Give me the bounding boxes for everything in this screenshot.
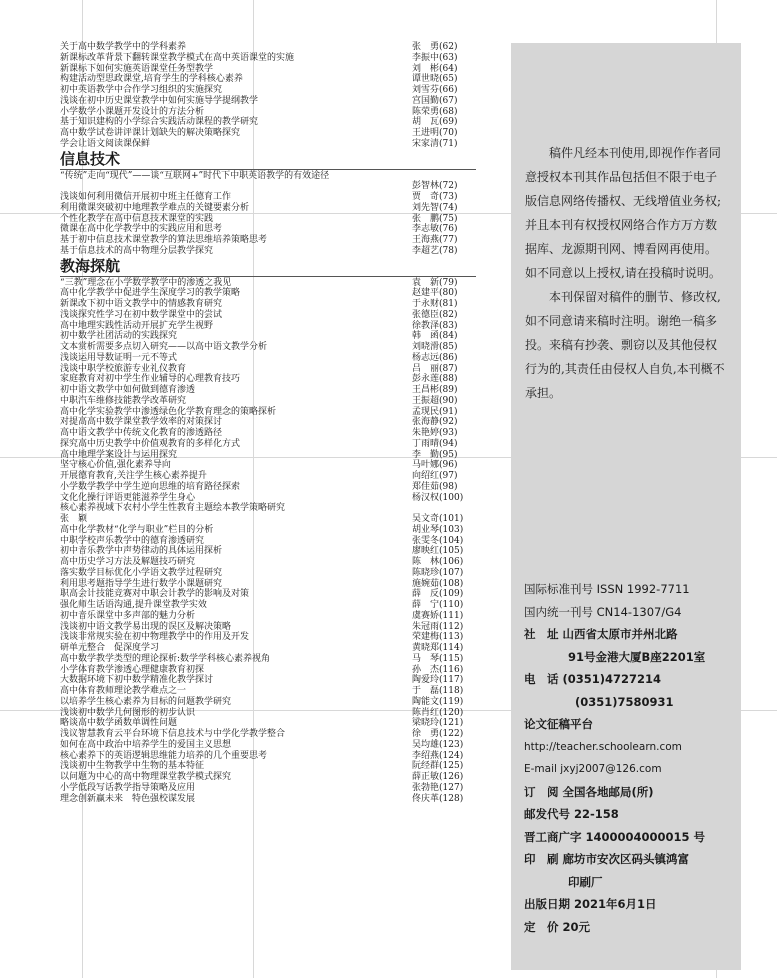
article-title: 研单元整合 促深度学习 [60,643,160,653]
toc-entry [60,568,476,579]
toc-entry [60,407,476,418]
article-author-page: 薛正敏(126) [412,772,464,782]
article-author-page: 于永财(81) [412,299,458,309]
toc-entry [60,214,476,225]
toc-entry [60,74,476,85]
toc-entry [60,525,476,536]
price: 定 价 20元 [524,919,591,934]
toc-entry [60,139,476,150]
article-author-page: 刘雪芬(66) [412,85,458,95]
toc-entry [60,299,476,310]
toc-entry [60,471,476,482]
toc-entry [60,331,476,342]
subscription: 订 阅 全国各地邮局(所) [524,784,654,799]
article-title: 小学数学小课题开发设计的方法分析 [60,106,205,117]
article-author-page: 虞赛娇(111) [412,610,464,621]
article-title: 构建活动型思政课堂,培育学生的学科核心素养 [60,74,243,85]
toc-entry [60,171,476,182]
article-title: “传统”走向“现代”——谈“互联网+”时代下中职英语教学的有效途径 [60,170,330,181]
toc-entry [60,203,476,214]
article-title: 浅谈初中语文教学易出现的误区及解决策略 [60,621,232,632]
toc-entry [60,396,476,407]
article-author-page: 陶爱玲(117) [412,675,464,686]
cn-number: 国内统一刊号 CN14-1307/G4 [524,604,682,619]
article-author-page: 吕 丽(87) [412,363,458,374]
article-title: 新课标改革背景下翻转课堂教学模式在高中英语课堂的实施 [60,52,295,63]
toc-entry [60,665,476,676]
article-author-page: 杨汉权(100) [412,492,464,503]
article-title: 文化化操行评语更能滋养学生身心 [60,492,196,503]
article-author-page: 于 磊(118) [412,686,464,696]
article-author-page: 陈晓珍(107) [412,567,464,578]
article-author-page: 朱冠雨(112) [412,621,464,632]
article-title: 略谈高中数学函数单调性问题 [60,718,178,729]
article-author-page: 薛 宁(110) [412,600,464,610]
article-author-page: 徐教泽(83) [412,320,458,331]
toc-entry [60,117,476,128]
article-author-page: 李 勤(95) [412,449,458,460]
email[interactable]: E-mail jxyj2007@126.com [524,763,662,775]
article-title: 浅谈非常规实验在初中物理教学中的作用及开发 [60,632,250,643]
article-title: 利用思考题指导学生进行数学小课题研究 [60,578,223,589]
article-title: 高中地理学案设计与运用探究 [60,449,178,460]
article-title: 小学体育教学渗透心理健康教育初探 [60,664,205,675]
toc-entry [60,417,476,428]
article-author-page: 朱艳婷(93) [412,428,458,438]
article-title: 核心素养视域下农村小学生性教育主题绘本教学策略研究 [60,503,286,514]
article-author-page: 袁 新(79) [412,277,458,288]
article-title: 落实数学目标优化小学语文教学过程研究 [60,567,223,578]
article-title: 初中音乐课堂中多声部的魅力分析 [60,610,196,621]
toc-entry [60,794,476,805]
article-author-page: 韩 函(84) [412,331,458,342]
article-author-page: 李超艺(78) [412,245,458,256]
toc-entry [60,107,476,118]
article-title: 中职学校声乐教学中的德育渗透研究 [60,535,205,546]
article-author-page: 王振超(90) [412,395,458,406]
toc-entry [60,64,476,75]
toc-entry [60,761,476,772]
copyright-notice [525,141,725,405]
article-author-page: 张 勇(62) [412,42,458,52]
article-author-page: 张 鹏(75) [412,213,458,224]
toc-entry [60,589,476,600]
article-title: 浅谈探究性学习在初中数学课堂中的尝试 [60,309,223,320]
toc-entry [60,85,476,96]
toc-entry [60,224,476,235]
article-title: 核心素养下的英语逻辑思维能力培养的几个重要思考 [60,750,268,761]
article-author-page: 李振中(63) [412,52,458,63]
article-author-page: 廖映红(105) [412,546,464,557]
publication-info [524,578,739,938]
article-author-page: 徐 勇(122) [412,729,464,739]
article-title: 高中数学教学类型的理论探析:数学学科核心素养视角 [60,653,271,664]
article-author-page: 胡 瓦(69) [412,117,458,128]
toc-entry [60,450,476,461]
toc-entry [60,96,476,107]
article-author-page: 彭智林(72) [412,181,458,192]
toc-entry [60,632,476,643]
toc-entry [60,600,476,611]
toc-entry [60,643,476,654]
article-author-page: 荣建梅(113) [412,632,464,643]
article-author-page: 刘 彬(64) [412,63,458,74]
article-title: 理念创新赢未来 特色强校谋发展 [60,793,196,804]
toc-entry [60,246,476,257]
address-line-1: 社 址 山西省太原市并州北路 [524,627,678,641]
article-author-page: 梁晓玲(121) [412,718,464,729]
issn: 国际标准刊号 ISSN 1992-7711 [524,582,690,596]
toc-entry [60,611,476,622]
article-title: 以问题为中心的高中物理课堂教学模式探究 [60,772,232,782]
toc-entry [60,783,476,794]
toc-entry [60,321,476,332]
article-title: 浅谈运用导数证明一元不等式 [60,352,178,363]
toc-entry [60,310,476,321]
toc-entry [60,718,476,729]
article-title: 新课标下如何实施英语课堂任务型教学 [60,63,214,74]
article-title: 初中英语教学中合作学习组织的实施探究 [60,85,223,95]
article-author-page: 李志敏(76) [412,224,458,235]
toc-entry [60,385,476,396]
article-title: 浅谈在初中历史课堂教学中如何实施导学提纲教学 [60,95,259,106]
section-heading: 教海探航 [60,257,476,277]
toc-entry [60,428,476,439]
article-author-page: 阮经群(125) [412,761,464,772]
toc-entry [60,557,476,568]
article-author-page: 孟现民(91) [412,406,458,417]
article-author-page: 陶能文(119) [412,696,464,707]
toc-entry [60,353,476,364]
journal-info-panel [511,43,741,970]
toc-entry [60,579,476,590]
article-author-page: 张雯冬(104) [412,535,464,546]
article-author-page: 向绍红(97) [412,471,458,481]
toc-entry [60,364,476,375]
article-title: 如何在高中政治中培养学生的爱国主义思想 [60,739,232,750]
article-title: 浅谈中职学校旅游专业礼仪教育 [60,363,187,374]
article-title: 以培养学生核心素养为目标的问题教学研究 [60,696,232,707]
printer-line-2: 印刷厂 [568,874,603,889]
article-author-page: 施婉茹(108) [412,578,464,589]
toc-entry [60,686,476,697]
article-title: 家庭教育对初中学生作业辅导的心理教育技巧 [60,374,241,385]
article-author-page: 王海燕(77) [412,235,458,245]
article-title: 强化师生话语沟通,提升课堂教学实效 [60,600,207,610]
article-author-page: 丁雨晴(94) [412,438,458,449]
article-author-page: 陈 林(106) [412,557,464,567]
article-title: 高中化学教材“化学与职业”栏目的分析 [60,524,214,535]
article-title: 个性化教学在高中信息技术课堂的实践 [60,213,214,224]
article-title: 高中语文教学中传统文化教育的渗透路径 [60,428,223,438]
toc-entry [60,514,476,525]
article-title: 小学低段写话教学指导策略及应用 [60,782,196,793]
toc-entry [60,288,476,299]
article-author-page: 彭永莲(88) [412,374,458,385]
platform-label: 论文征稿平台 [524,717,593,731]
postal-code: 邮发代号 22-158 [524,807,619,821]
article-title: 职高会计技能竞赛对中职会计教学的影响及对策 [60,589,250,600]
website-url[interactable]: http://teacher.schoolearn.com [524,740,682,753]
article-author-page: 张海静(92) [412,417,458,428]
article-author-page: 马 琴(115) [412,653,464,664]
article-title: 中职汽车维修技能教学改革研究 [60,395,187,406]
article-title: 对提高高中数学课堂教学效率的对策探讨 [60,417,223,428]
toc-entry [60,128,476,139]
article-author-page: 王昌彬(89) [412,385,458,395]
article-author-page: 黄晓郑(114) [412,643,464,653]
article-title: 浅议智慧教育云平台环境下信息技术与中学化学教学整合 [60,729,286,739]
toc-entry [60,460,476,471]
article-title: 坚守核心价值,强化素养导向 [60,460,171,471]
article-title: 基于初中信息技术课堂教学的算法思维培养策略思考 [60,235,268,245]
article-author-page: 张德臣(82) [412,309,458,320]
toc-entry [60,622,476,633]
article-title: “三教”理念在小学数学教学中的渗透之我见 [60,277,232,288]
article-author-page: 张勃艳(127) [412,782,464,793]
toc-entry [60,278,476,289]
section-heading: 信息技术 [60,150,476,170]
article-author-page: 谭世晓(65) [412,74,458,85]
printer-line-1: 印 刷 廊坊市安次区码头镇鸿富 [524,852,690,866]
toc-entry [60,772,476,783]
article-author-page: 李绍燕(124) [412,750,464,761]
article-author-page: 佟庆革(128) [412,793,464,804]
toc-entry [60,439,476,450]
article-author-page: 陈肖红(120) [412,707,464,718]
toc-entry [60,740,476,751]
phone-1: 电 话 (0351)4727214 [524,672,662,686]
toc-entry [60,729,476,740]
article-title: 关于高中数学教学中的学科素养 [60,42,187,52]
article-title: 初中语文教学中如何做到德育渗透 [60,385,196,395]
article-author-page: 赵建平(80) [412,288,458,299]
article-author-page: 薛 反(109) [412,589,464,600]
article-author-page: 胡业琴(103) [412,524,464,535]
article-title: 高中体育教师理论教学难点之一 [60,686,187,696]
notice-paragraph-2: 本刊保留对稿件的删节、修改权,如不同意请来稿时注明。谢绝一稿多投。来稿有抄袭、剽窃以及其他侵权行为的,其责任由侵权人自负,本刊概不承担。 [525,290,725,400]
article-title: 高中化学实验教学中渗透绿色化学教育理念的策略探析 [60,406,277,417]
article-title: 基于信息技术的高中物理分层教学探究 [60,245,214,256]
article-title: 大数据环境下初中数学精准化教学探讨 [60,675,214,686]
address-line-2: 91号金港大厦B座2201室 [568,649,706,664]
toc-entry [60,493,476,504]
article-title: 开展德育教育,关注学生核心素养提升 [60,471,207,481]
article-title: 小学数学教学中学生逆向思维的培育路径探索 [60,481,241,492]
article-title: 基于知识建构的小学综合实践活动课程的教学研究 [60,117,259,128]
article-title: 探究高中历史教学中价值观教育的多样化方式 [60,438,241,449]
article-author-page: 杨志远(86) [412,352,458,363]
toc-entry [60,708,476,719]
article-title: 新课改下初中语文教学中的情感教育研究 [60,299,223,309]
toc-entry [60,192,476,203]
article-title: 浅谈如何利用微信开展初中班主任德育工作 [60,192,232,202]
publication-date: 出版日期 2021年6月1日 [524,897,657,911]
toc-entry [60,654,476,665]
article-author-page: 郑佳茹(98) [412,481,458,492]
article-author-page: 刘晓滑(85) [412,342,458,352]
toc-entry [60,536,476,547]
article-author-page: 贾 奇(73) [412,192,458,202]
article-author-page: 孙 杰(116) [412,664,464,675]
article-author-page: 吴文奇(101) [412,514,464,524]
article-title: 初中数学社团活动的实践探究 [60,331,178,342]
article-author-page: 吴均雄(123) [412,739,464,750]
article-author-page: 马叶娜(96) [412,460,458,471]
toc-entry [60,374,476,385]
article-title: 高中历史学习方法及解题技巧研究 [60,557,196,567]
toc-entry [60,751,476,762]
article-title: 浅谈初中数学几何图形的初步认识 [60,707,196,718]
article-author-page: 宫国勤(67) [412,95,458,106]
toc-entry [60,482,476,493]
toc-entry [60,697,476,708]
article-title: 文本赏析需要多点切入研究——以高中语文教学分析 [60,342,268,352]
article-author-page: 王进明(70) [412,128,458,138]
ad-license: 晋工商广字 1400004000015 号 [524,829,706,844]
toc-entry [60,503,476,514]
article-title: 微课在高中化学教学中的实践应用和思考 [60,224,223,235]
toc-entry [60,42,476,53]
toc-entry [60,675,476,686]
article-author-page: 宋家清(71) [412,138,458,149]
article-title: 利用微课突破初中地理教学难点的关键要素分析 [60,202,250,213]
toc-entry [60,181,476,192]
toc-entry [60,235,476,246]
table-of-contents [60,42,476,804]
phone-2: (0351)7580931 [575,694,674,709]
article-author-page: 陈荣勇(68) [412,106,458,117]
article-title: 学会让语文阅读课保鲜 [60,138,151,149]
article-title: 高中地理实践性活动开展扩充学生视野 [60,320,214,331]
article-author-page: 刘先智(74) [412,202,458,213]
article-title: 初中音乐教学中声势律动的具体运用探析 [60,546,223,557]
article-author: 张 颖 [60,514,88,524]
article-title: 浅谈初中生物教学中生物的基本特征 [60,761,205,772]
notice-paragraph-1: 稿件凡经本刊使用,即视作作者同意授权本刊其作品包括但不限于电子版信息网络传播权、无线增值业务权;并且本刊有权授权网络合作方万方数据库、龙源期刊网、博看网再使用。如不同意以上授权,请在投稿时说明。 [525,146,722,280]
toc-entry [60,342,476,353]
article-title: 高中数学试卷讲评课计划缺失的解决策略探究 [60,128,241,138]
toc-entry [60,546,476,557]
article-title: 高中化学教学中促进学生深度学习的教学策略 [60,288,241,299]
toc-entry [60,53,476,64]
